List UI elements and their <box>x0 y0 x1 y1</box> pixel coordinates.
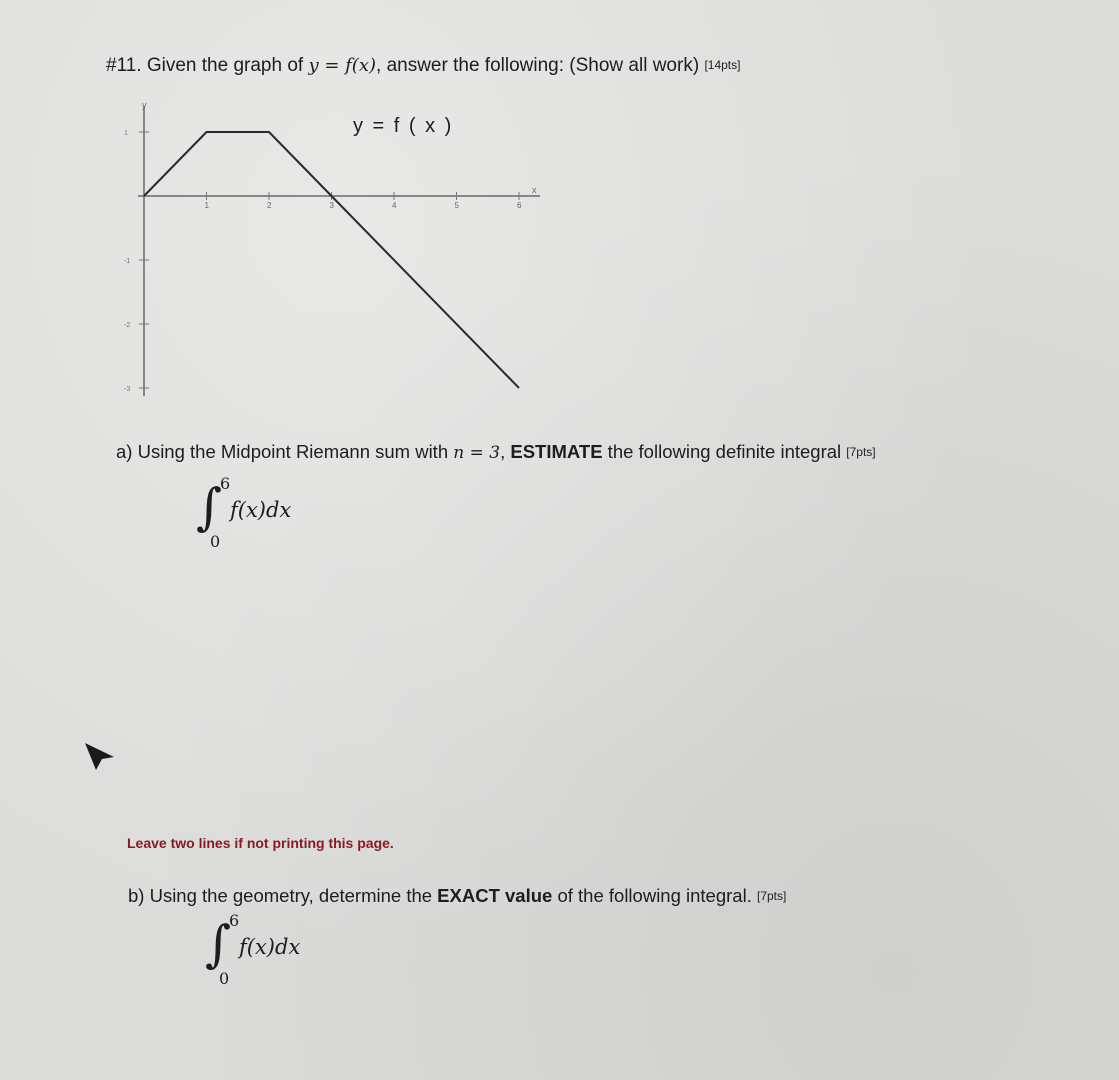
x-tick-label: 3 <box>329 201 334 210</box>
y-tick-label: -1 <box>124 258 131 265</box>
part-b-integral <box>205 911 365 991</box>
question-math: y = f(x) <box>308 55 377 76</box>
integral-sign: ∫ <box>196 478 223 536</box>
part-a-points: [7pts] <box>846 445 876 459</box>
part-b-prompt <box>128 885 786 907</box>
y-tick-label: -3 <box>124 386 131 393</box>
x-tick-label: 6 <box>517 201 522 210</box>
integral-sign: ∫ <box>205 915 232 973</box>
integral-expression: f(x)dx <box>239 935 301 959</box>
function-graph <box>120 96 560 396</box>
mouse-cursor-icon <box>80 735 120 775</box>
part-a-integral <box>196 474 356 554</box>
question-title <box>106 55 740 77</box>
integral-upper-limit: 6 <box>229 911 240 930</box>
question-suffix: , answer the following: (Show all work) <box>376 55 705 76</box>
x-axis-label: x <box>532 185 537 195</box>
question-prefix: #11. Given the graph of <box>106 55 309 76</box>
x-tick-label: 2 <box>267 201 272 210</box>
part-a-math: n = 3 <box>453 443 501 463</box>
part-a-mid: , <box>500 441 511 462</box>
part-a-lead: a) Using the Midpoint Riemann sum with <box>116 441 454 462</box>
part-b-points: [7pts] <box>756 889 787 903</box>
part-b-tail: of the following integral. <box>552 885 757 906</box>
x-tick-label: 1 <box>204 201 209 210</box>
integral-lower-limit: 0 <box>210 532 221 551</box>
print-note: Leave two lines if not printing this page. <box>127 835 394 851</box>
integral-lower-limit: 0 <box>219 969 230 988</box>
part-a-tail: the following definite integral <box>602 441 847 462</box>
y-tick-label: 1 <box>124 130 128 137</box>
part-b-bold: EXACT value <box>437 885 553 906</box>
part-a-prompt <box>116 441 876 463</box>
part-a-bold: ESTIMATE <box>510 441 603 462</box>
question-points: [14pts] <box>704 58 741 72</box>
y-axis-label: y <box>142 100 147 110</box>
part-b-lead: b) Using the geometry, determine the <box>128 885 438 906</box>
x-tick-label: 5 <box>454 201 459 210</box>
x-tick-label: 4 <box>392 201 397 210</box>
function-line <box>144 132 519 388</box>
integral-expression: f(x)dx <box>230 498 292 522</box>
y-tick-label: -2 <box>124 322 131 329</box>
integral-upper-limit: 6 <box>220 474 231 493</box>
graph-label: y = f ( x ) <box>353 115 454 137</box>
